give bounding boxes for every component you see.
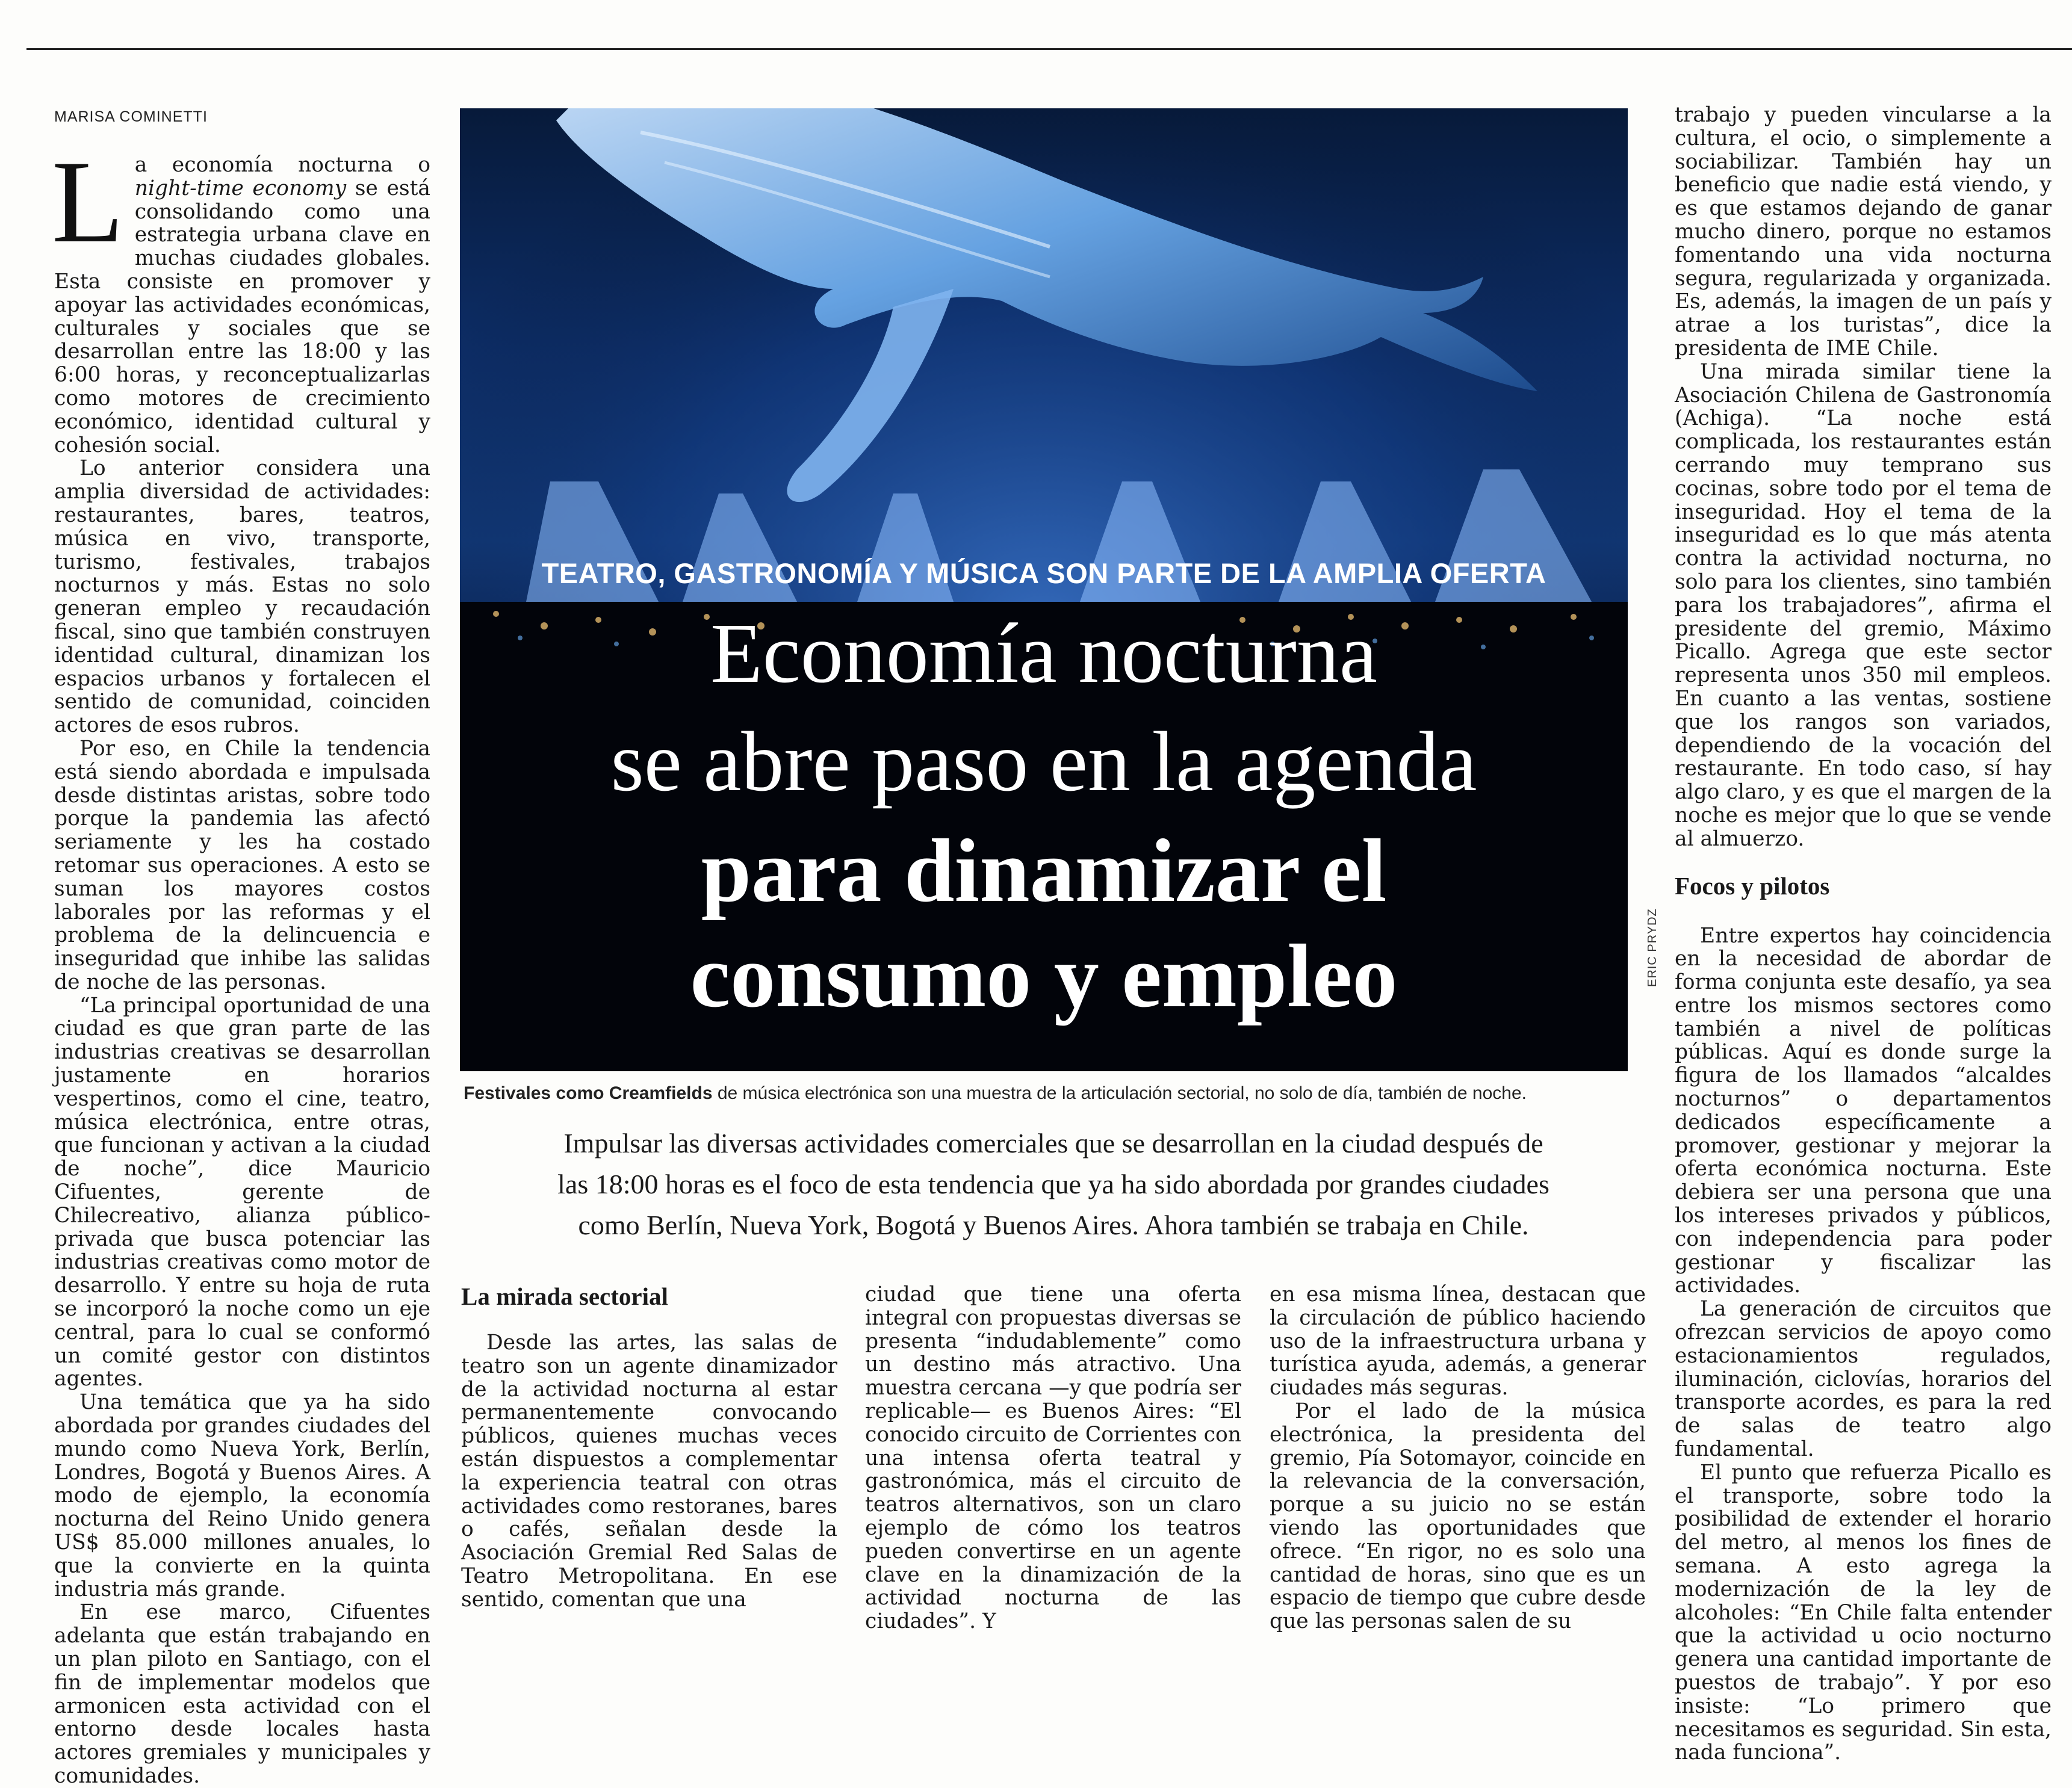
deck-line-3: como Berlín, Nueva York, Bogotá y Buenos Aires. Ahora también se trabaja en Chile. bbox=[578, 1210, 1529, 1240]
hero-kicker: TEATRO, GASTRONOMÍA Y MÚSICA SON PARTE DE LA AMPLIA OFERTA bbox=[541, 557, 1546, 589]
photo-credit: ERIC PRYDZ bbox=[1646, 908, 1659, 987]
paragraph: ciudad que tiene una oferta integral con propuestas diversas se presenta “indudablemente” como un destino más atractivo. Una muestra cercana —y que podría ser replicable— es Buenos Aires: “El conocido circuito de Corrientes con una intensa oferta teatral y gastronómica, más el circuito de teatros alternativos, son un claro ejemplo de cómo los teatros pueden convertirse en un agente clave en la dinamización de la actividad nocturna de las ciudades”. Y bbox=[865, 1282, 1241, 1634]
paragraph: trabajo y pueden vincularse a la cultura, el ocio, o simplemente a sociabilizar. También hay un beneficio que nadie está viendo, y es que estamos dejando de ganar mucho dinero, porque no estamos fomentando una vida nocturna segura, regularizada y organizada. Es, además, la imagen de un país y atrae a los turistas”, dice la presidenta de IME Chile. bbox=[1675, 103, 2052, 360]
paragraph: La generación de circuitos que ofrezcan servicios de apoyo como estacionamientos regulados, iluminación, ciclovías, horarios del transporte acordes, es para la red de salas de teatro algo fundamental. bbox=[1675, 1297, 2052, 1462]
column-5 bbox=[1675, 104, 2052, 1765]
headline-line-3: para dinamizar el bbox=[701, 821, 1387, 921]
headline-line-2: se abre paso en la agenda bbox=[610, 714, 1477, 809]
paragraph-3: Por eso, en Chile la tendencia está siendo abordada e impulsada desde distintas aristas, sobre todo porque la pandemia las afectó seriamente y les ha costado retomar sus operaciones. A esto se suman los mayores costos laborales por las reformas y el problema de la delincuencia e inseguridad que inhibe las salidas de noche de las personas. bbox=[54, 736, 430, 994]
byline: MARISA COMINETTI bbox=[54, 108, 208, 125]
article-deck bbox=[464, 1123, 1643, 1246]
deck-line-2: las 18:00 horas es el foco de esta tendencia que ya ha sido abordada por grandes ciudades bbox=[557, 1169, 1549, 1199]
column-3 bbox=[865, 1283, 1241, 1633]
paragraph: Una mirada similar tiene la Asociación Chilena de Gastronomía (Achiga). “La noche está complicada, los restaurantes están cerrando muy temprano sus cocinas, sobre todo por el tema de inseguridad. Hoy el tema de la inseguridad es lo que más atenta contra la actividad nocturna, no solo para los clientes, sino también para los trabajadores”, afirma el presidente del gremio, Máximo Picallo. Agrega que este sector representa unos 350 mil empleos. En cuanto a las ventas, sostiene que los rangos son variados, dependiendo de la vocación del restaurante. En todo caso, sí hay algo claro, y es que el margen de la noche es mejor que lo que se vende al almuerzo. bbox=[1675, 359, 2052, 851]
italic-term: night-time economy bbox=[134, 176, 347, 200]
drop-cap: L bbox=[52, 137, 124, 267]
deck-line-1: Impulsar las diversas actividades comerciales que se desarrollan en la ciudad después de bbox=[563, 1128, 1543, 1158]
subhead-la-mirada-sectorial: La mirada sectorial bbox=[461, 1282, 668, 1310]
paragraph-2: Lo anterior considera una amplia diversidad de actividades: restaurantes, bares, teatros, música en vivo, transporte, turismo, festivales, trabajos nocturnos y más. Estas no solo generan empleo y recaudación fiscal, sino que también construyen identidad cultural, dinamizan los espacios urbanos y fortalecen el sentido de comunidad, coinciden actores de esos rubros. bbox=[54, 456, 430, 738]
text-span: se está consolidando como una estrategia urbana clave en muchas ciudades globales. Esta consiste en promover y apoyar las actividades económicas, culturales y sociales que se desarrollan entre las 18:00 y las 6:00 horas, y reconceptualizarlas como motores de crecimiento económico, identidad cultural y cohesión social. bbox=[54, 176, 430, 457]
text-span: a economía nocturna o bbox=[134, 153, 430, 177]
paragraph: Por el lado de la música electrónica, la presidenta del gremio, Pía Sotomayor, coincide en la relevancia de la conversación, porque a su juicio no se están viendo las oportunidades que ofrece. “En rigor, no es solo una cantidad de horas, sino que es un espacio de tiempo que cubre desde que las personas salen de su bbox=[1270, 1399, 1646, 1634]
paragraph: El punto que refuerza Picallo es el transporte, sobre todo la posibilidad de extender el horario del metro, al menos los fines de semana. A esto agrega la modernización de la ley de alcoholes: “En Chile falta entender que la actividad u ocio nocturno genera una cantidad importante de puestos de trabajo”. Y por eso insiste: “Lo primero que necesitamos es seguridad. Sin esta, nada funciona”. bbox=[1675, 1460, 2052, 1765]
paragraph-4: “La principal oportunidad de una ciudad es que gran parte de las industrias creativas se desarrollan justamente en horarios vespertinos, como el cine, teatro, música electrónica, entre otras, que funcionan y activan a la ciudad de noche”, dice Mauricio Cifuentes, gerente de Chilecreativo, alianza público-privada que busca potenciar las industrias creativas como motor de desarrollo. Y entre su hoja de ruta se incorporó la noche como un eje central, para lo cual se conformó un comité gestor con distintos agentes. bbox=[54, 993, 430, 1391]
caption-lead: Festivales como Creamfields bbox=[464, 1083, 713, 1103]
caption-text: de música electrónica son una muestra de la articulación sectorial, no solo de día, también de noche. bbox=[712, 1083, 1527, 1103]
column-2 bbox=[461, 1282, 837, 1612]
photo-caption bbox=[464, 1083, 1667, 1104]
column-1 bbox=[52, 137, 430, 1788]
column-4 bbox=[1270, 1283, 1646, 1633]
subhead-focos-y-pilotos: Focos y pilotos bbox=[1675, 871, 1830, 900]
hero-image bbox=[460, 108, 1628, 1071]
paragraph-6: En ese marco, Cifuentes adelanta que están trabajando en un plan piloto en Santiago, con el fin de implementar modelos que armonicen esta actividad con el entorno desde locales hasta actores gremiales y municipales y comunidades. bbox=[54, 1600, 430, 1788]
paragraph: Desde las artes, las salas de teatro son un agente dinamizador de la actividad nocturna al estar permanentemente convocando públicos, quienes muchas veces están dispuestos a complementar la experiencia teatral con otras actividades como restoranes, bares o cafés, señalan desde la Asociación Gremial Red Salas de Teatro Metropolitana. En ese sentido, comentan que una bbox=[461, 1331, 837, 1612]
page-top-rule bbox=[26, 48, 2072, 50]
paragraph: en esa misma línea, destacan que la circulación de público haciendo uso de la infraestructura urbana y turística ayuda, además, a generar ciudades más seguras. bbox=[1270, 1282, 1646, 1400]
paragraph: Entre expertos hay coincidencia en la necesidad de abordar de forma conjunta este desafío, ya sea entre los mismos sectores como también a nivel de políticas públicas. Aquí es donde surge la figura de los llamados “alcaldes nocturnos” o departamentos dedicados específicamente a promover, gestionar y mejorar la oferta económica nocturna. Este debiera ser una persona que una los intereses privados y públicos, con independencia para poder gestionar y fiscalizar las actividades. bbox=[1675, 923, 2052, 1298]
paragraph-5: Una temática que ya ha sido abordada por grandes ciudades del mundo como Nueva York, Berlín, Londres, Bogotá y Buenos Aires. A modo de ejemplo, la economía nocturna del Reino Unido genera US$ 85.000 millones anuales, lo que la convierte en la quinta industria más grande. bbox=[54, 1390, 430, 1601]
paragraph-1 bbox=[52, 137, 430, 457]
headline-line-1: Economía nocturna bbox=[710, 605, 1377, 701]
headline-line-4: consumo y empleo bbox=[690, 926, 1398, 1026]
